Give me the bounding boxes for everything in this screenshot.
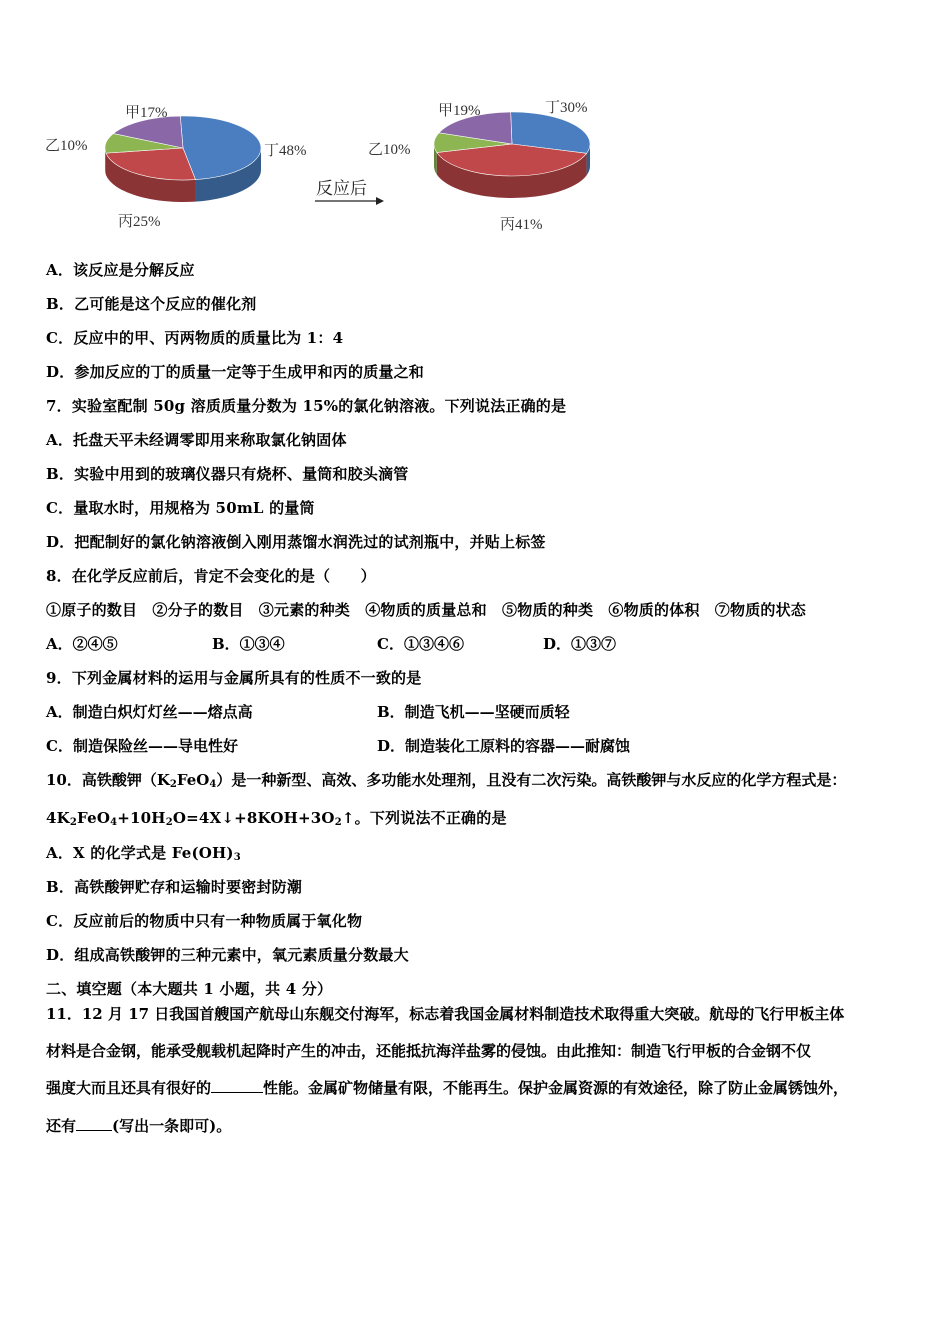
- q11-line-4: [46, 1116, 231, 1136]
- subscript: 4: [209, 779, 217, 790]
- pie-chart-before: [45, 104, 307, 230]
- pie-label-丁: 丁48%: [264, 143, 307, 159]
- q8-option-a: A．②④⑤: [46, 635, 118, 653]
- q11-line-3: [46, 1078, 848, 1098]
- q7-option-d: D．把配制好的氯化钠溶液倒入刚用蒸馏水润洗过的试剂瓶中，并贴上标签: [46, 533, 546, 551]
- q11-text: 强度大而且还具有很好的: [46, 1079, 212, 1097]
- subscript: 2: [334, 817, 342, 828]
- q10-option-c: C．反应前后的物质中只有一种物质属于氧化物: [46, 912, 363, 930]
- equation-part: +10H: [117, 809, 166, 827]
- pie-charts-figure: [40, 88, 640, 248]
- q10-equation: [46, 808, 507, 828]
- pie-label-甲: 甲17%: [125, 105, 168, 121]
- reaction-arrow: [315, 197, 384, 205]
- answer-blank-1[interactable]: [211, 1078, 263, 1093]
- q10-option-b: B．高铁酸钾贮存和运输时要密封防潮: [46, 878, 303, 896]
- q10-stem-part: 10．高铁酸钾（K: [46, 771, 170, 789]
- subscript: 2: [165, 817, 173, 828]
- section-heading: 二、填空题（本大题共 1 小题，共 4 分）: [46, 980, 333, 998]
- pie-label-丙: 丙25%: [118, 214, 161, 230]
- equation-part: 4K: [46, 809, 70, 827]
- subscript: 2: [169, 779, 177, 790]
- q8-stem: 8．在化学反应前后，肯定不会变化的是（ ）: [46, 567, 376, 585]
- q7-option-c: C．量取水时，用规格为 50mL 的量筒: [46, 499, 315, 517]
- q11-line-2: 材料是合金钢，能承受舰载机起降时产生的冲击，还能抵抗海洋盐雾的侵蚀。由此推知：制造飞行甲板的合金钢不仅: [46, 1042, 812, 1060]
- q10-stem-part: ）是一种新型、高效、多功能水处理剂，且没有二次污染。高铁酸钾与水反应的化学方程式是：: [216, 771, 847, 789]
- q6-option-c: C．反应中的甲、丙两物质的质量比为 1：4: [46, 329, 344, 347]
- q11-text: (写出一条即可)。: [112, 1117, 232, 1135]
- subscript: 3: [233, 852, 241, 863]
- q9-option-b: B．制造飞机——坚硬而质轻: [377, 703, 570, 721]
- subscript: 4: [110, 817, 118, 828]
- pie-label-乙: 乙10%: [368, 142, 411, 158]
- q8-items: ①原子的数目 ②分子的数目 ③元素的种类 ④物质的质量总和 ⑤物质的种类 ⑥物质的体积 ⑦物质的状态: [46, 601, 807, 619]
- arrow-label: 反应后: [316, 179, 367, 198]
- q7-option-a: A．托盘天平未经调零即用来称取氯化钠固体: [46, 431, 347, 449]
- q10-option-d: D．组成高铁酸钾的三种元素中，氧元素质量分数最大: [46, 946, 409, 964]
- q9-option-a: A．制造白炽灯灯丝——熔点高: [46, 703, 253, 721]
- q8-option-b: B．①③④: [212, 635, 285, 653]
- q11-line-1: 11．12 月 17 日我国首艘国产航母山东舰交付海军，标志着我国金属材料制造技术取得重大突破。航母的飞行甲板主体: [46, 1005, 845, 1023]
- q10-stem: [46, 770, 846, 790]
- equation-part: O=4X↓+8KOH+3O: [172, 809, 335, 827]
- subscript: 2: [69, 817, 78, 828]
- q6-option-b: B．乙可能是这个反应的催化剂: [46, 295, 257, 313]
- q9-option-d: D．制造装化工原料的容器——耐腐蚀: [377, 737, 631, 755]
- q10-stem-part: FeO: [176, 771, 210, 789]
- q9-option-c: C．制造保险丝——导电性好: [46, 737, 238, 755]
- pie-label-丙: 丙41%: [500, 217, 543, 233]
- pie-label-乙: 乙10%: [45, 138, 88, 154]
- q9-stem: 9．下列金属材料的运用与金属所具有的性质不一致的是: [46, 669, 422, 687]
- q6-option-a: A．该反应是分解反应: [46, 261, 195, 279]
- pie-label-丁: 丁30%: [545, 100, 588, 116]
- equation-part: FeO: [77, 809, 111, 827]
- answer-blank-2[interactable]: [76, 1116, 112, 1131]
- q7-stem: 7．实验室配制 50g 溶质质量分数为 15%的氯化钠溶液。下列说法正确的是: [46, 397, 567, 415]
- equation-part: ↑。下列说法不正确的是: [341, 809, 507, 827]
- q11-text: 还有: [46, 1117, 77, 1135]
- q11-text: 性能。金属矿物储量有限，不能再生。保护金属资源的有效途径，除了防止金属锈蚀外，: [263, 1079, 849, 1097]
- pie-chart-after: [368, 99, 590, 233]
- q6-option-d: D．参加反应的丁的质量一定等于生成甲和丙的质量之和: [46, 363, 425, 381]
- q8-option-d: D．①③⑦: [543, 635, 617, 653]
- q8-option-c: C．①③④⑥: [377, 635, 464, 653]
- option-text: A．X 的化学式是 Fe(OH): [46, 844, 234, 862]
- q10-option-a: [46, 843, 241, 863]
- q7-option-b: B．实验中用到的玻璃仪器只有烧杯、量筒和胶头滴管: [46, 465, 409, 483]
- pie-label-甲: 甲19%: [438, 103, 481, 119]
- pie-charts-svg: [40, 88, 640, 248]
